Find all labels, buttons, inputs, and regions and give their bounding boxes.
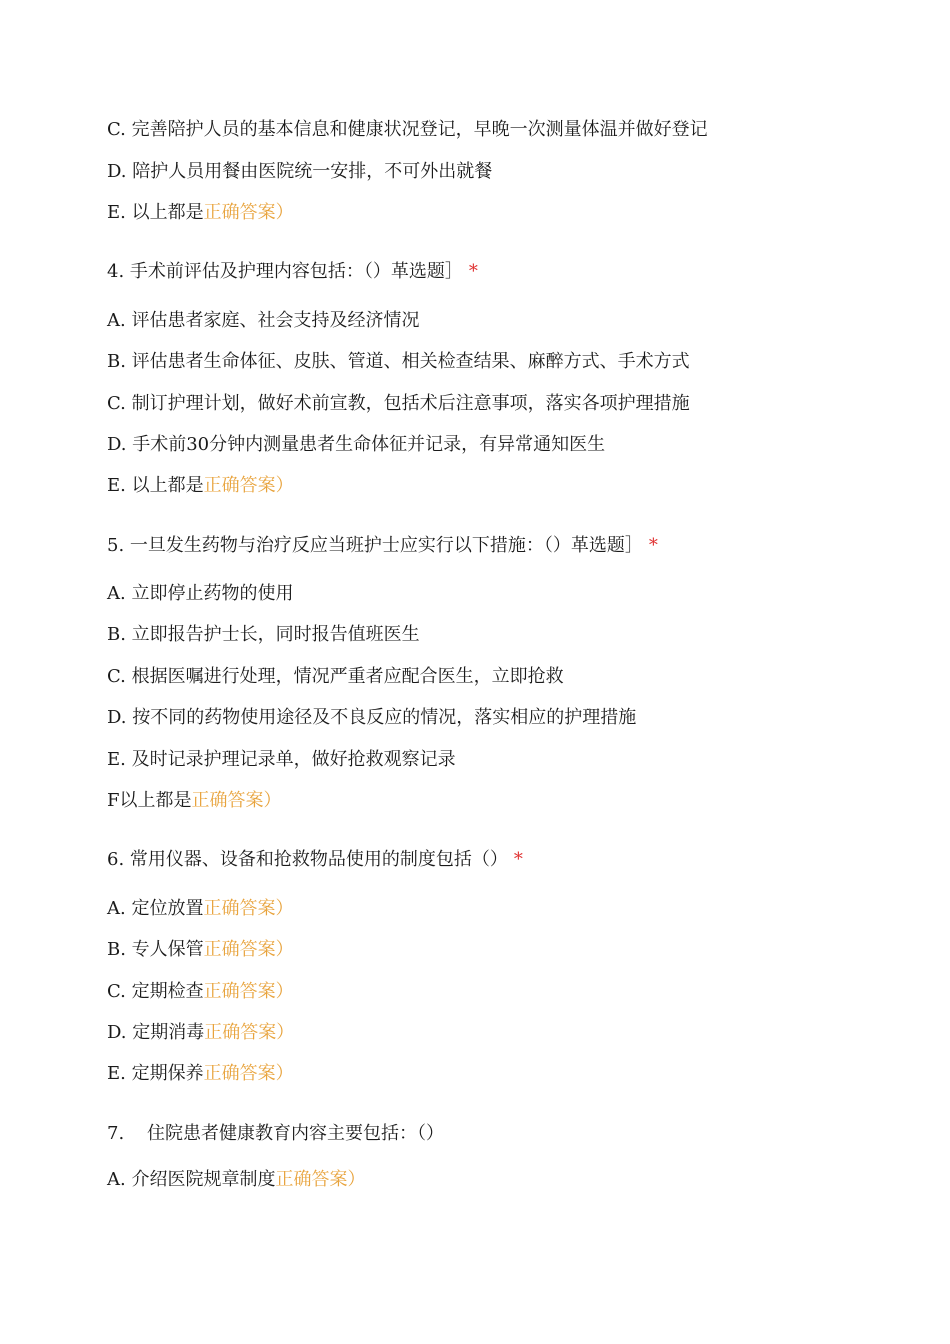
q5-option-e: E. 及时记录护理记录单，做好抢救观察记录 (107, 749, 456, 770)
q3-option-d: D. 陪护人员用餐由医院统一安排，不可外出就餐 (107, 161, 493, 182)
required-asterisk: * (513, 849, 523, 870)
q5-option-d: D. 按不同的药物使用途径及不良反应的情况，落实相应的护理措施 (107, 707, 637, 728)
correct-answer-mark: 正确答案） (203, 981, 294, 1002)
q7-question: 7. 住院患者健康教育内容主要包括：（） (107, 1123, 444, 1144)
q5-option-a: A. 立即停止药物的使用 (107, 583, 294, 604)
q5-option-c: C. 根据医嘱进行处理，情况严重者应配合医生，立即抢救 (107, 666, 564, 687)
q6-option-a: A. 定位放置正确答案） (107, 898, 294, 919)
q6-question: 6. 常用仪器、设备和抢救物品使用的制度包括（） * (107, 849, 523, 870)
q3-option-e: E. 以上都是正确答案） (107, 202, 294, 223)
question-number: 7. (107, 1123, 125, 1144)
correct-answer-mark: 正确答案） (204, 1022, 295, 1043)
required-asterisk: * (648, 535, 658, 556)
q7-option-a: A. 介绍医院规章制度正确答案） (107, 1169, 366, 1190)
q6-option-e: E. 定期保养正确答案） (107, 1063, 294, 1084)
q5-question: 5. 一旦发生药物与治疗反应当班护士应实行以下措施：（）革选题］ * (107, 535, 658, 556)
q6-option-d: D. 定期消毒正确答案） (107, 1022, 295, 1043)
correct-answer-mark: 正确答案） (203, 898, 294, 919)
q4-option-e: E. 以上都是正确答案） (107, 475, 294, 496)
q3-option-c: C. 完善陪护人员的基本信息和健康状况登记，早晚一次测量体温并做好登记 (107, 119, 708, 140)
q4-option-c: C. 制订护理计划，做好术前宣教，包括术后注意事项，落实各项护理措施 (107, 393, 690, 414)
correct-answer-mark: 正确答案） (191, 790, 282, 811)
q5-option-b: B. 立即报告护士长，同时报告值班医生 (107, 624, 420, 645)
correct-answer-mark: 正确答案） (275, 1169, 366, 1190)
q6-option-c: C. 定期检查正确答案） (107, 981, 294, 1002)
q4-question: 4. 手术前评估及护理内容包括：（）革选题］ * (107, 261, 478, 282)
q4-option-a: A. 评估患者家庭、社会支持及经济情况 (107, 310, 420, 331)
correct-answer-mark: 正确答案） (203, 1063, 294, 1084)
correct-answer-mark: 正确答案） (203, 475, 294, 496)
q4-option-b: B. 评估患者生命体征、皮肤、管道、相关检查结果、麻醉方式、手术方式 (107, 351, 690, 372)
correct-answer-mark: 正确答案） (203, 202, 294, 223)
correct-answer-mark: 正确答案） (203, 939, 294, 960)
q6-option-b: B. 专人保管正确答案） (107, 939, 294, 960)
q5-option-f: F以上都是正确答案） (107, 790, 282, 811)
q4-option-d: D. 手术前30分钟内测量患者生命体征并记录，有异常通知医生 (107, 434, 606, 455)
required-asterisk: * (468, 261, 478, 282)
